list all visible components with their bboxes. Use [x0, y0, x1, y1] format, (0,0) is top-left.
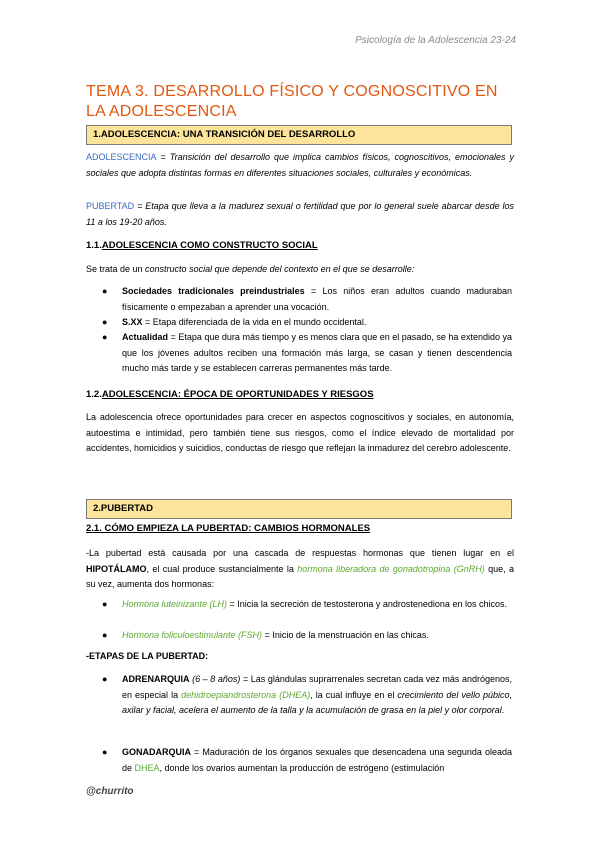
bullet-icon: ● [102, 747, 108, 757]
list-item [102, 672, 512, 719]
bullet-icon: ● [102, 286, 108, 296]
section-heading-adolescencia: 1.ADOLESCENCIA: UNA TRANSICIÓN DEL DESARROLLO [86, 125, 512, 145]
bullet-term: Actualidad [122, 332, 169, 342]
para-bold: HIPOTÁLAMO [86, 563, 147, 574]
subheading-title: 2.1. CÓMO EMPIEZA LA PUBERTAD: CAMBIOS HORMONALES [86, 523, 371, 534]
bullet-term: Hormona foliculoestimulante (FSH) [122, 630, 263, 640]
bullet-text: = Las glándulas suprarrenales secretan cada vez más andrógenos, en especial la [122, 674, 513, 700]
bullet-icon: ● [102, 630, 108, 640]
intro-italic: constructo social que depende del contexto en el que se desarrolle: [145, 264, 415, 274]
bullet-term: Hormona luteinizante (LH) [122, 599, 228, 609]
bullet-term: Sociedades tradicionales preindustriales [122, 286, 305, 296]
bullet-icon: ● [102, 317, 108, 327]
section-heading-pubertad: 2.PUBERTAD [86, 499, 512, 519]
bullet-italic: crecimiento del vello púbico, axilar y facial, acelera el aumento de la talla y la acumulación de grasa en la piel y olor corporal [122, 689, 512, 715]
subheading-number: 1.1. [86, 240, 102, 251]
etapas-heading: -ETAPAS DE LA PUBERTAD: [86, 651, 209, 661]
subheading-title: ADOLESCENCIA COMO CONSTRUCTO SOCIAL [101, 240, 318, 251]
page-header: Psicología de la Adolescencia 23-24 [355, 35, 516, 46]
bullet-term: S.XX [122, 317, 143, 327]
list-item [102, 330, 512, 377]
para-green: hormona liberadora de gonadotropina (GnRH) [297, 563, 485, 574]
adolescencia-def-text: = Transición del desarrollo que implica cambios físicos, cognoscitivos, emocionales y sociales que adopta distintas formas en diferentes situaciones sociales, culturales y económicas. [86, 152, 514, 178]
bullet-term: GONADARQUIA [122, 747, 191, 757]
footer-author: @churrito [86, 786, 134, 797]
list-item [102, 315, 512, 331]
page-title: TEMA 3. DESARROLLO FÍSICO Y COGNOSCITIVO EN LA ADOLESCENCIA [86, 83, 498, 120]
list-item [102, 284, 512, 315]
subheading-cambios-hormonales [86, 523, 370, 534]
list-item [102, 628, 512, 644]
pubertad-def-text: = Etapa que lleva a la madurez sexual o fertilidad que por lo general suele abarcar desde los 11 a los 19-20 años. [86, 201, 514, 227]
pubertad-term: PUBERTAD [86, 201, 135, 211]
hormonal-paragraph [86, 546, 514, 593]
adrenarquia-age: (6 – 8 años) [192, 674, 241, 684]
subheading-oportunidades [86, 389, 374, 400]
adolescencia-term: ADOLESCENCIA [86, 152, 157, 162]
bullet-green: dehidroepiandrosterona (DHEA) [181, 689, 311, 700]
bullet-text: = Los niños eran adultos cuando maduraban físicamente o empezaban a aprender una vocación. [122, 286, 512, 312]
bullet-icon: ● [102, 674, 108, 684]
subheading-title: ADOLESCENCIA: ÉPOCA DE OPORTUNIDADES Y RIESGOS [101, 389, 374, 400]
list-item [102, 597, 512, 613]
subheading-number: 1.2. [86, 389, 102, 400]
oportunidades-paragraph: La adolescencia ofrece oportunidades para crecer en aspectos cognoscitivos y sociales, en autonomía, autoestima e intimidad, pero también tiene sus riesgos, como el índice elevado de mortalidad por accidentes, homicidios y suicidios, conductas de riesgo que reflejan la inmadurez del cerebro adolescente. [86, 412, 514, 453]
para-text: que, a su vez, aumenta dos hormonas: [86, 563, 514, 589]
bullet-text: , la cual influye en el [310, 689, 398, 700]
list-item [102, 745, 512, 776]
bullet-text: , donde los ovarios aumentan la producción de estrógeno (estimulación [159, 762, 445, 773]
bullet-text: = Maduración de los órganos sexuales que desencadena una segunda oleada de [122, 747, 512, 773]
bullet-text: = Etapa diferenciada de la vida en el mundo occidental. [142, 317, 367, 327]
bullet-text: = Inicio de la menstruación en las chicas. [262, 630, 429, 640]
adolescencia-definition [86, 150, 514, 181]
constructo-intro [86, 262, 514, 278]
pubertad-definition [86, 199, 514, 230]
bullet-text: = Inicia la secreción de testosterona y androstenediona en los chicos. [227, 599, 507, 609]
bullet-text: . [501, 705, 505, 715]
intro-text: Se trata de un [86, 264, 146, 274]
bullet-text: = Etapa que dura más tiempo y es menos clara que en el pasado, se ha extendido ya que los jóvenes adultos reciben una formación más larga, se casan y tienen descendencia mucho más tarde y se establecen carreras permanentes más tarde. [122, 332, 512, 373]
bullet-icon: ● [102, 332, 108, 342]
bullet-icon: ● [102, 599, 108, 609]
para-text: -La pubertad está causada por una cascada de respuestas hormonas que tienen lugar en el [86, 548, 514, 558]
bullet-green: DHEA [134, 762, 160, 773]
subheading-constructo-social [86, 240, 318, 251]
bullet-term: ADRENARQUIA [122, 674, 190, 684]
para-text: , el cual produce sustancialmente la [146, 563, 298, 574]
